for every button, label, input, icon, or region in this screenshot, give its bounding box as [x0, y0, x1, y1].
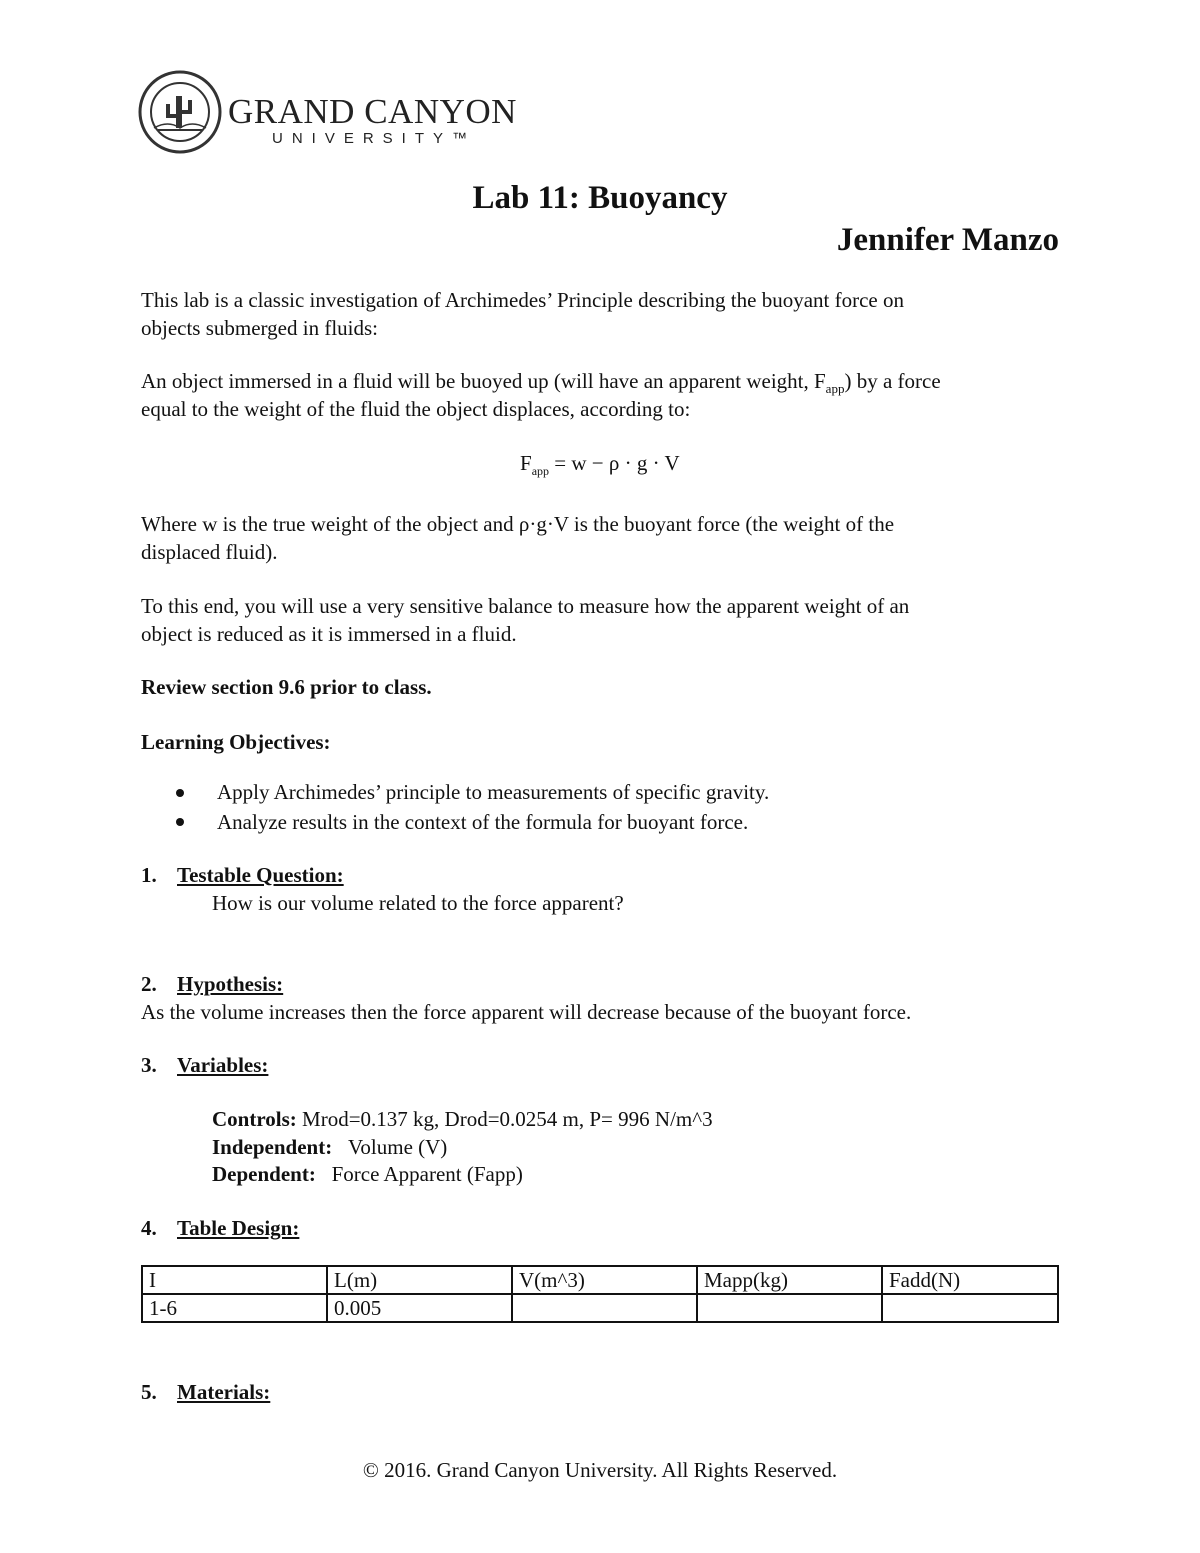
logo-subtitle: UNIVERSITY™ — [272, 130, 477, 147]
dependent-value: Force Apparent (Fapp) — [331, 1162, 523, 1186]
data-table — [141, 1265, 1059, 1323]
table-header-cell: Mapp(kg) — [697, 1266, 882, 1294]
bullet-icon — [176, 818, 184, 826]
author-name: Jennifer Manzo — [836, 222, 1059, 258]
intro-line-1: This lab is a classic investigation of Archimedes’ Principle describing the buoyant force on — [141, 288, 904, 312]
section-2-number: 2. — [141, 972, 157, 996]
controls-line — [212, 1105, 713, 1133]
principle-text-b: ) by a force — [844, 369, 941, 393]
objective-item-2: Analyze results in the context of the formula for buoyant force. — [217, 810, 749, 834]
hypothesis-text: As the volume increases then the force apparent will decrease because of the buoyant force. — [141, 1000, 912, 1024]
principle-text-a: An object immersed in a fluid will be buoyed up (will have an apparent weight, F — [141, 369, 826, 393]
section-3-heading: Variables: — [177, 1053, 269, 1077]
section-1-number: 1. — [141, 863, 157, 887]
bullet-icon — [176, 789, 184, 797]
purpose-line-2: object is reduced as it is immersed in a fluid. — [141, 622, 517, 646]
section-4-heading: Table Design: — [177, 1216, 300, 1240]
independent-value: Volume (V) — [347, 1135, 448, 1159]
table-header-cell: L(m) — [327, 1266, 512, 1294]
table-header-cell: V(m^3) — [512, 1266, 697, 1294]
table-cell — [697, 1294, 882, 1322]
section-3-number: 3. — [141, 1053, 157, 1077]
section-5-number: 5. — [141, 1380, 157, 1404]
table-cell — [882, 1294, 1058, 1322]
objectives-heading: Learning Objectives: — [141, 730, 331, 754]
intro-line-2: objects submerged in fluids: — [141, 316, 378, 340]
table-header-cell: Fadd(N) — [882, 1266, 1058, 1294]
university-seal-icon — [138, 70, 222, 154]
table-row — [142, 1294, 1058, 1322]
formula-rhs: = w − ρ · g · V — [549, 451, 680, 475]
dependent-label: Dependent: — [212, 1162, 316, 1186]
formula-lhs: F — [520, 451, 532, 475]
section-4-number: 4. — [141, 1216, 157, 1240]
controls-value: Mrod=0.137 kg, Drod=0.0254 m, P= 996 N/m^3 — [296, 1107, 713, 1131]
table-cell — [512, 1294, 697, 1322]
copyright-footer: © 2016. Grand Canyon University. All Rights Reserved. — [362, 1458, 838, 1482]
objective-item-1: Apply Archimedes’ principle to measurements of specific gravity. — [217, 780, 770, 804]
where-line-1: Where w is the true weight of the object and ρ·g·V is the buoyant force (the weight of the — [141, 512, 895, 536]
page-title: Lab 11: Buoyancy — [472, 180, 728, 216]
principle-line-2: equal to the weight of the fluid the object displaces, according to: — [141, 397, 691, 421]
controls-label: Controls: — [212, 1107, 297, 1131]
testable-question: How is our volume related to the force apparent? — [212, 891, 624, 915]
purpose-line-1: To this end, you will use a very sensitive balance to measure how the apparent weight of an — [141, 594, 910, 618]
logo-wordmark: GRAND CANYON — [228, 92, 517, 131]
review-note: Review section 9.6 prior to class. — [141, 675, 432, 699]
dependent-line — [212, 1160, 523, 1188]
table-header-row — [142, 1266, 1058, 1294]
table-cell: 0.005 — [327, 1294, 512, 1322]
independent-label: Independent: — [212, 1135, 333, 1159]
where-line-2: displaced fluid). — [141, 540, 278, 564]
section-2-heading: Hypothesis: — [177, 972, 284, 996]
principle-subscript: app — [825, 381, 845, 397]
table-cell: 1-6 — [142, 1294, 327, 1322]
formula-lhs-subscript: app — [531, 464, 550, 478]
buoyancy-formula — [520, 449, 680, 485]
table-header-cell: I — [142, 1266, 327, 1294]
section-5-heading: Materials: — [177, 1380, 271, 1404]
section-1-heading: Testable Question: — [177, 863, 344, 887]
independent-line — [212, 1133, 447, 1161]
